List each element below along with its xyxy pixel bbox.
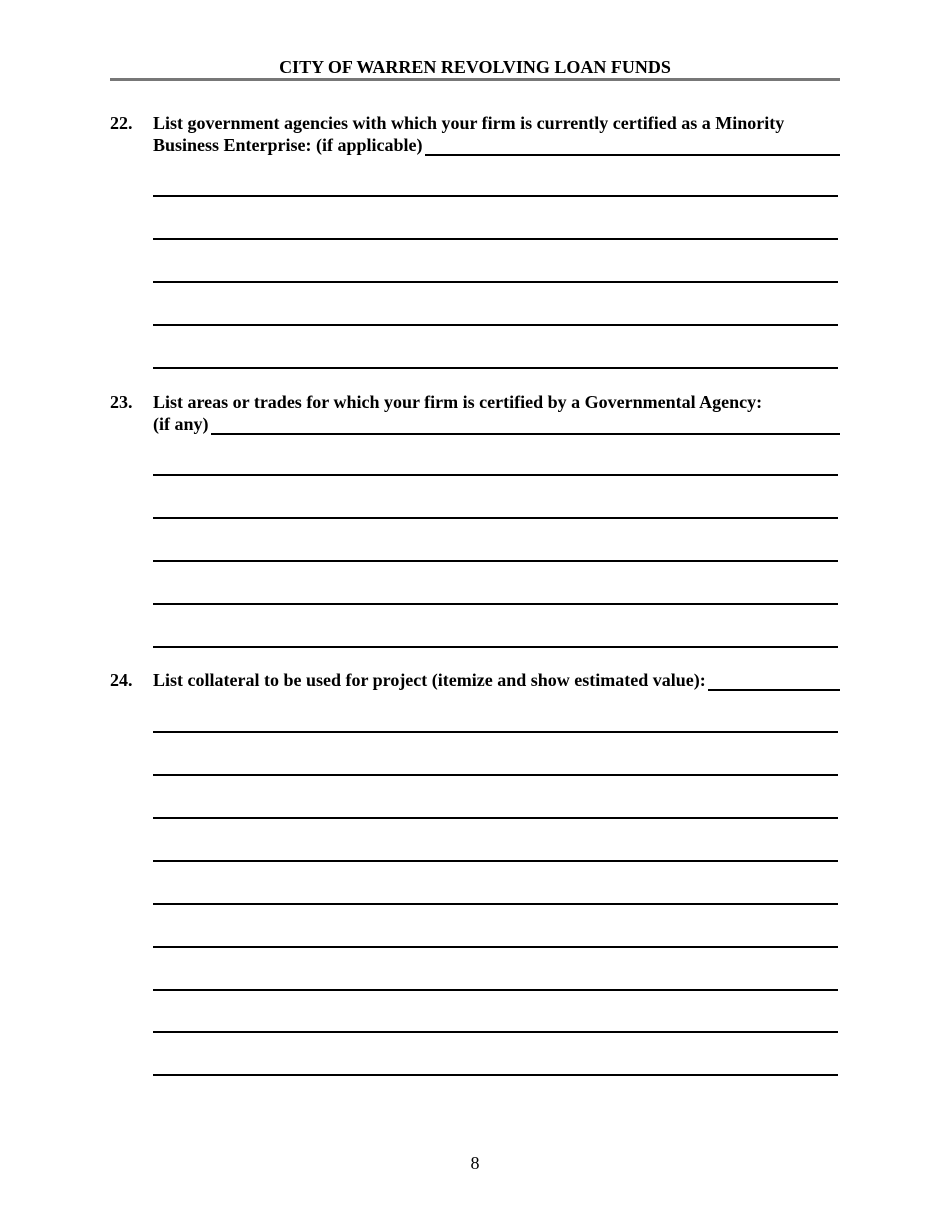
- page-title: CITY OF WARREN REVOLVING LOAN FUNDS: [279, 57, 671, 77]
- question-text-line: [153, 413, 840, 435]
- answer-line[interactable]: [153, 474, 838, 476]
- answer-line[interactable]: [153, 903, 838, 905]
- answer-line[interactable]: [153, 646, 838, 648]
- page-number: 8: [470, 1153, 480, 1173]
- answer-field-inline[interactable]: [708, 671, 840, 691]
- header-divider: [110, 78, 840, 81]
- question-text-line: [153, 112, 840, 134]
- question-text-line: [153, 391, 840, 413]
- answer-line[interactable]: [153, 817, 838, 819]
- answer-line[interactable]: [153, 560, 838, 562]
- question-text: (if any): [153, 414, 209, 434]
- question-number: 22.: [110, 113, 133, 133]
- answer-field-inline[interactable]: [425, 136, 840, 156]
- question-number: 24.: [110, 670, 133, 690]
- question-text-line: [153, 134, 840, 156]
- answer-line[interactable]: [153, 731, 838, 733]
- question-text: List collateral to be used for project (itemize and show estimated value):: [153, 670, 706, 690]
- question-text: Business Enterprise: (if applicable): [153, 135, 423, 155]
- answer-line[interactable]: [153, 367, 838, 369]
- answer-line[interactable]: [153, 774, 838, 776]
- answer-line[interactable]: [153, 946, 838, 948]
- answer-line[interactable]: [153, 860, 838, 862]
- question-text: List government agencies with which your firm is currently certified as a Minority: [153, 113, 785, 133]
- question-text-line: [153, 669, 840, 691]
- answer-line[interactable]: [153, 281, 838, 283]
- answer-line[interactable]: [153, 324, 838, 326]
- answer-line[interactable]: [153, 1074, 838, 1076]
- answer-line[interactable]: [153, 603, 838, 605]
- answer-line[interactable]: [153, 195, 838, 197]
- answer-line[interactable]: [153, 1031, 838, 1033]
- question-text: List areas or trades for which your firm is certified by a Governmental Agency:: [153, 392, 763, 412]
- answer-field-inline[interactable]: [211, 415, 841, 435]
- answer-line[interactable]: [153, 238, 838, 240]
- answer-line[interactable]: [153, 989, 838, 991]
- answer-line[interactable]: [153, 517, 838, 519]
- question-number: 23.: [110, 392, 133, 412]
